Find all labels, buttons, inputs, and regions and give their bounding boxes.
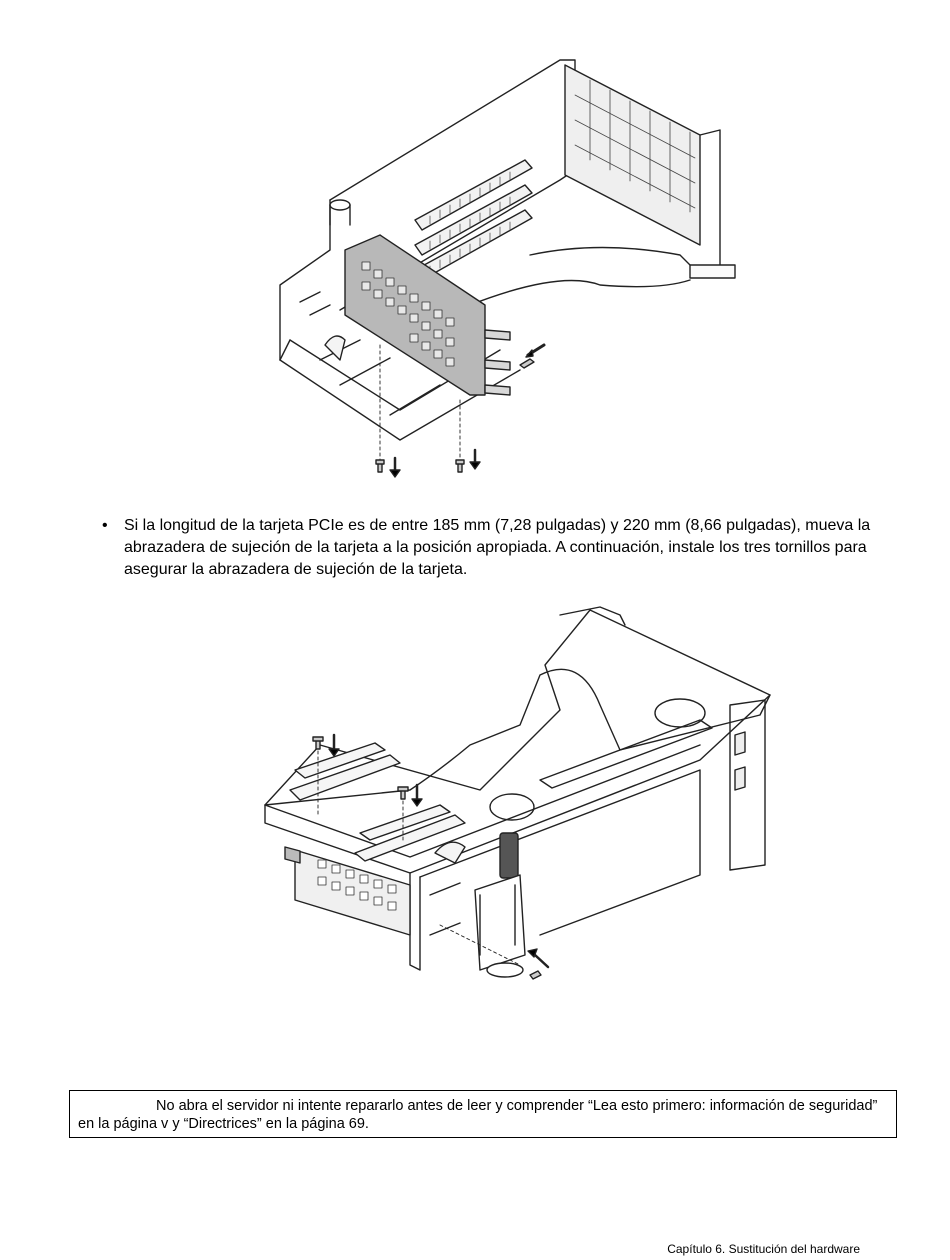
bullet-item — [102, 515, 912, 581]
riser-cage-illustration-top — [0, 40, 950, 480]
bullet-text: Si la longitud de la tarjeta PCIe es de entre 185 mm (7,28 pulgadas) y 220 mm (8,66 pulgadas), mueva la abrazadera de sujeción de la tarjeta a la posición apropiada. A continuación, instale los tres tornillos para asegurar la abrazadera de sujeción de la tarjeta. — [124, 517, 871, 578]
page-footer: Capítulo 6. Sustitución del hardware — [667, 1242, 860, 1256]
safety-notice-text: No abra el servidor ni intente repararlo antes de leer y comprender “Lea esto primero: información de seguridad” en la página v y “Directrices” en la página 69. — [78, 1098, 878, 1132]
safety-notice-box — [69, 1090, 897, 1138]
riser-cage-illustration-bottom — [0, 595, 950, 1015]
bullet-symbol: • — [102, 517, 108, 534]
